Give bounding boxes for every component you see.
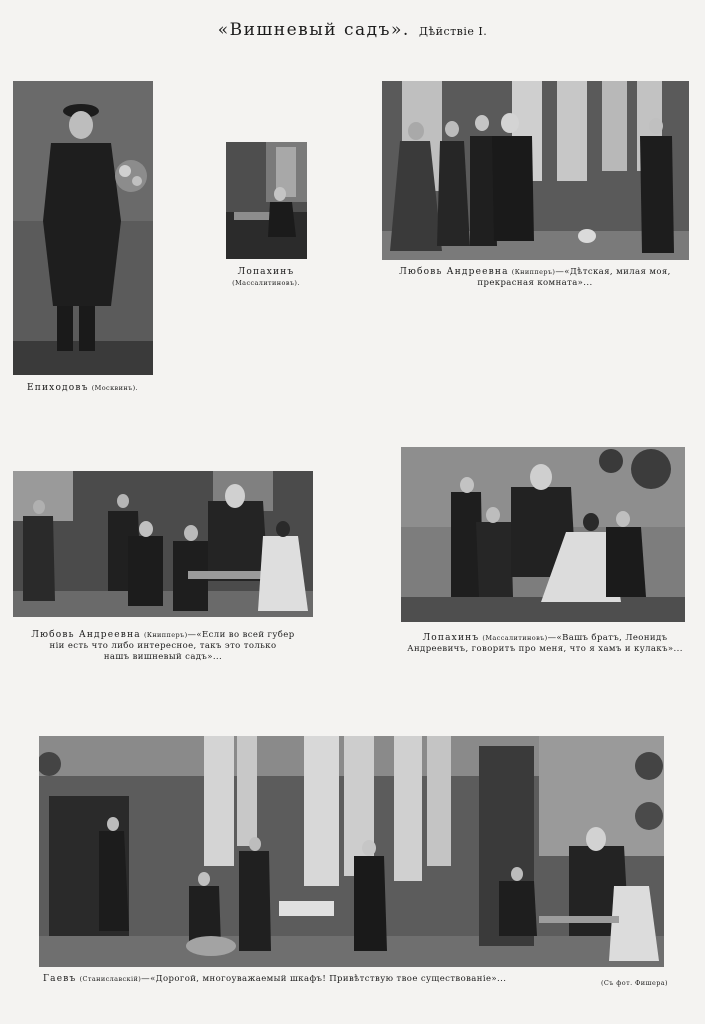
quote-line-3: нашъ вишневый садъ»... [103, 652, 223, 662]
photo-credit [578, 978, 668, 989]
actor-name: (Станиславскiй) [79, 975, 142, 983]
photo-gaev [39, 736, 664, 967]
caption-gaev [43, 974, 583, 985]
photo-lopakhin-small [226, 142, 307, 259]
actor-name: (Москвинъ). [91, 384, 139, 392]
photo-epikhodov [13, 81, 153, 375]
play-title: «Вишневый садъ». [217, 20, 410, 40]
quote-line-2: Андреевичъ, говоритъ про меня, что я хамъ и кулакъ»... [407, 644, 683, 654]
photo-lopakhin-brother [401, 447, 685, 622]
caption-lyubov-province [13, 630, 313, 663]
quote-line-2: нiи есть что либо интересное, такъ это только [49, 641, 277, 651]
quote-line-1: —«Вашъ братъ, Леонидъ [547, 633, 668, 643]
photo-lyubov-province [13, 471, 313, 617]
character-name: Лопахинъ [237, 267, 295, 277]
photo-lyubov-nursery [382, 81, 689, 260]
quote-line-1: —«Если во всей губер [187, 630, 295, 640]
character-name: Епиходовъ [27, 383, 89, 393]
act-label: Дѣйствiе I. [419, 25, 488, 38]
caption-lyubov-nursery [385, 267, 685, 289]
actor-name: (Массалитиновъ). [232, 279, 300, 287]
character-name: Гаевъ [43, 974, 77, 984]
actor-name: (Книпперъ) [511, 268, 556, 276]
character-name: Лопахинъ [422, 633, 480, 643]
page-title [0, 20, 705, 40]
credit-text: (Съ фот. Фишера) [600, 979, 668, 987]
actor-name: (Книпперъ) [143, 631, 188, 639]
caption-lopakhin-small [206, 267, 326, 289]
actor-name: (Массалитиновъ) [482, 634, 548, 642]
caption-epikhodov [13, 383, 177, 394]
quote: —«Дѣтская, милая моя, прекрасная комната»... [477, 267, 671, 288]
caption-lopakhin-brother [395, 633, 695, 655]
character-name: Любовь Андреевна [31, 630, 141, 640]
character-name: Любовь Андреевна [399, 267, 509, 277]
quote: —«Дорогой, многоуважаемый шкафъ! Привѣтствую твое существованiе»... [141, 974, 507, 984]
